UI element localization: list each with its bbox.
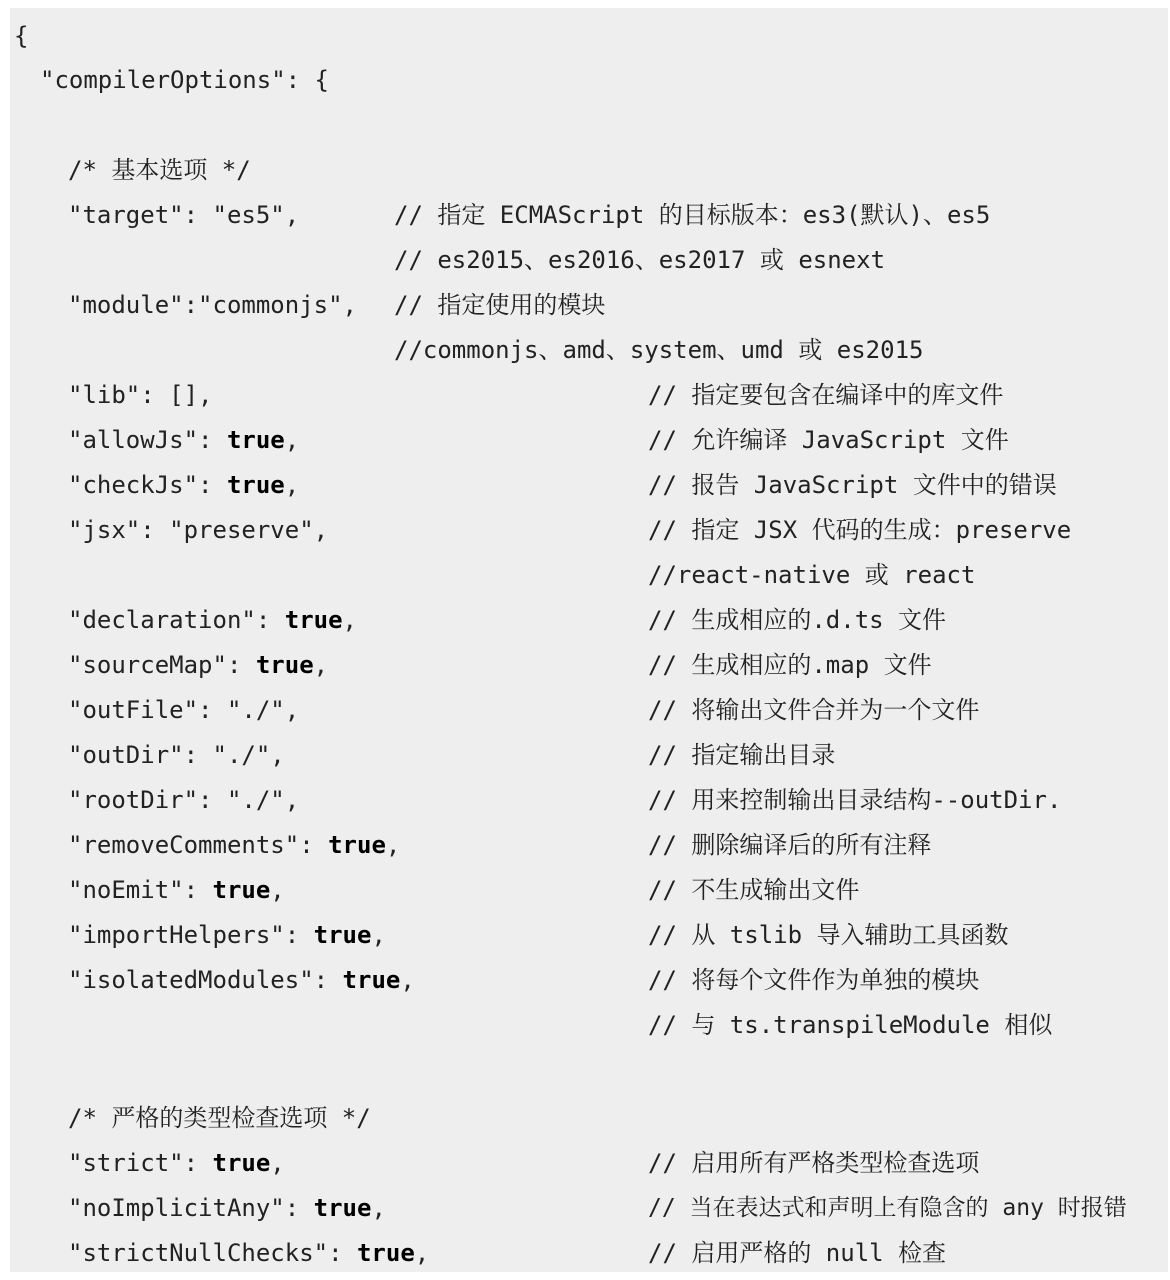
true-keyword: true: [284, 606, 343, 634]
option-key: "importHelpers":: [68, 921, 314, 949]
comma: ,: [371, 1194, 386, 1222]
target-comment-continued: // es2015、es2016、es2017 或 esnext: [394, 246, 886, 274]
comma: ,: [371, 921, 386, 949]
rootdir-option: "rootDir": "./",: [68, 786, 300, 814]
comma: ,: [284, 471, 300, 499]
option-key: "removeComments":: [68, 831, 329, 859]
option-key: "noEmit":: [68, 876, 213, 904]
option-key: "checkJs":: [68, 471, 227, 499]
true-keyword: true: [342, 966, 401, 994]
noimplicitany-option: [68, 1188, 386, 1228]
isolatedmodules-comment-continued: // 与 ts.transpileModule 相似: [648, 1011, 1053, 1039]
true-keyword: true: [313, 1194, 372, 1222]
checkjs-option: [68, 465, 299, 505]
noimplicitany-comment: // 当在表达式和声明上有隐含的 any 时报错: [648, 1195, 1127, 1221]
compiler-options-line: "compilerOptions": {: [40, 66, 329, 94]
true-keyword: true: [212, 876, 271, 904]
allowjs-comment: // 允许编译 JavaScript 文件: [648, 426, 1009, 454]
section-comment-basic: /* 基本选项 */: [68, 156, 251, 184]
comma: ,: [342, 606, 357, 634]
outfile-comment: // 将输出文件合并为一个文件: [648, 696, 980, 724]
comma: ,: [270, 876, 285, 904]
true-keyword: true: [356, 1239, 415, 1267]
true-keyword: true: [328, 831, 386, 859]
declaration-comment: // 生成相应的.d.ts 文件: [648, 606, 947, 634]
removecomments-comment: // 删除编译后的所有注释: [648, 831, 932, 859]
strictnullchecks-option: [68, 1233, 429, 1273]
isolatedmodules-option: [68, 960, 415, 1000]
lib-option: "lib": [],: [68, 381, 213, 409]
noemit-option: [68, 870, 285, 910]
sourcemap-comment: // 生成相应的.map 文件: [648, 651, 932, 679]
comma: ,: [385, 831, 401, 859]
jsx-comment-continued: //react-native 或 react: [648, 561, 976, 589]
brace-open: {: [14, 22, 29, 50]
comma: ,: [313, 651, 329, 679]
declaration-option: [68, 600, 357, 640]
true-keyword: true: [255, 651, 314, 679]
lib-comment: // 指定要包含在编译中的库文件: [648, 381, 1004, 409]
option-key: "strict":: [68, 1149, 213, 1177]
module-comment-continued: //commonjs、amd、system、umd 或 es2015: [394, 336, 924, 364]
comma: ,: [400, 966, 415, 994]
allowjs-option: [68, 420, 299, 460]
true-keyword: true: [313, 921, 372, 949]
outfile-option: "outFile": "./",: [68, 696, 300, 724]
outdir-option: "outDir": "./",: [68, 741, 285, 769]
target-option: "target": "es5",: [68, 201, 300, 229]
jsx-option: "jsx": "preserve",: [68, 516, 329, 544]
module-option: "module":"commonjs",: [68, 291, 357, 319]
option-key: "isolatedModules":: [68, 966, 343, 994]
option-key: "declaration":: [68, 606, 285, 634]
comma: ,: [414, 1239, 430, 1267]
true-keyword: true: [226, 471, 285, 499]
outdir-comment: // 指定输出目录: [648, 741, 836, 769]
module-comment: // 指定使用的模块: [394, 291, 606, 319]
importhelpers-option: [68, 915, 386, 955]
true-keyword: true: [226, 426, 285, 454]
option-key: "allowJs":: [68, 426, 227, 454]
option-key: "sourceMap":: [68, 651, 256, 679]
removecomments-option: [68, 825, 400, 865]
noemit-comment: // 不生成输出文件: [648, 876, 860, 904]
option-key: "noImplicitAny":: [68, 1194, 314, 1222]
comma: ,: [284, 426, 300, 454]
strict-comment: // 启用所有严格类型检查选项: [648, 1149, 980, 1177]
importhelpers-comment: // 从 tslib 导入辅助工具函数: [648, 921, 1009, 949]
sourcemap-option: [68, 645, 328, 685]
rootdir-comment: // 用来控制输出目录结构--outDir.: [648, 786, 1062, 814]
checkjs-comment: // 报告 JavaScript 文件中的错误: [648, 471, 1057, 499]
target-comment: // 指定 ECMAScript 的目标版本：es3(默认)、es5: [394, 201, 991, 229]
isolatedmodules-comment: // 将每个文件作为单独的模块: [648, 966, 980, 994]
jsx-comment: // 指定 JSX 代码的生成：preserve: [648, 516, 1072, 544]
option-key: "strictNullChecks":: [68, 1239, 357, 1267]
strictnullchecks-comment: // 启用严格的 null 检查: [648, 1239, 947, 1267]
section-comment-strict: /* 严格的类型检查选项 */: [68, 1104, 371, 1132]
true-keyword: true: [212, 1149, 271, 1177]
comma: ,: [270, 1149, 285, 1177]
strict-option: [68, 1143, 285, 1183]
